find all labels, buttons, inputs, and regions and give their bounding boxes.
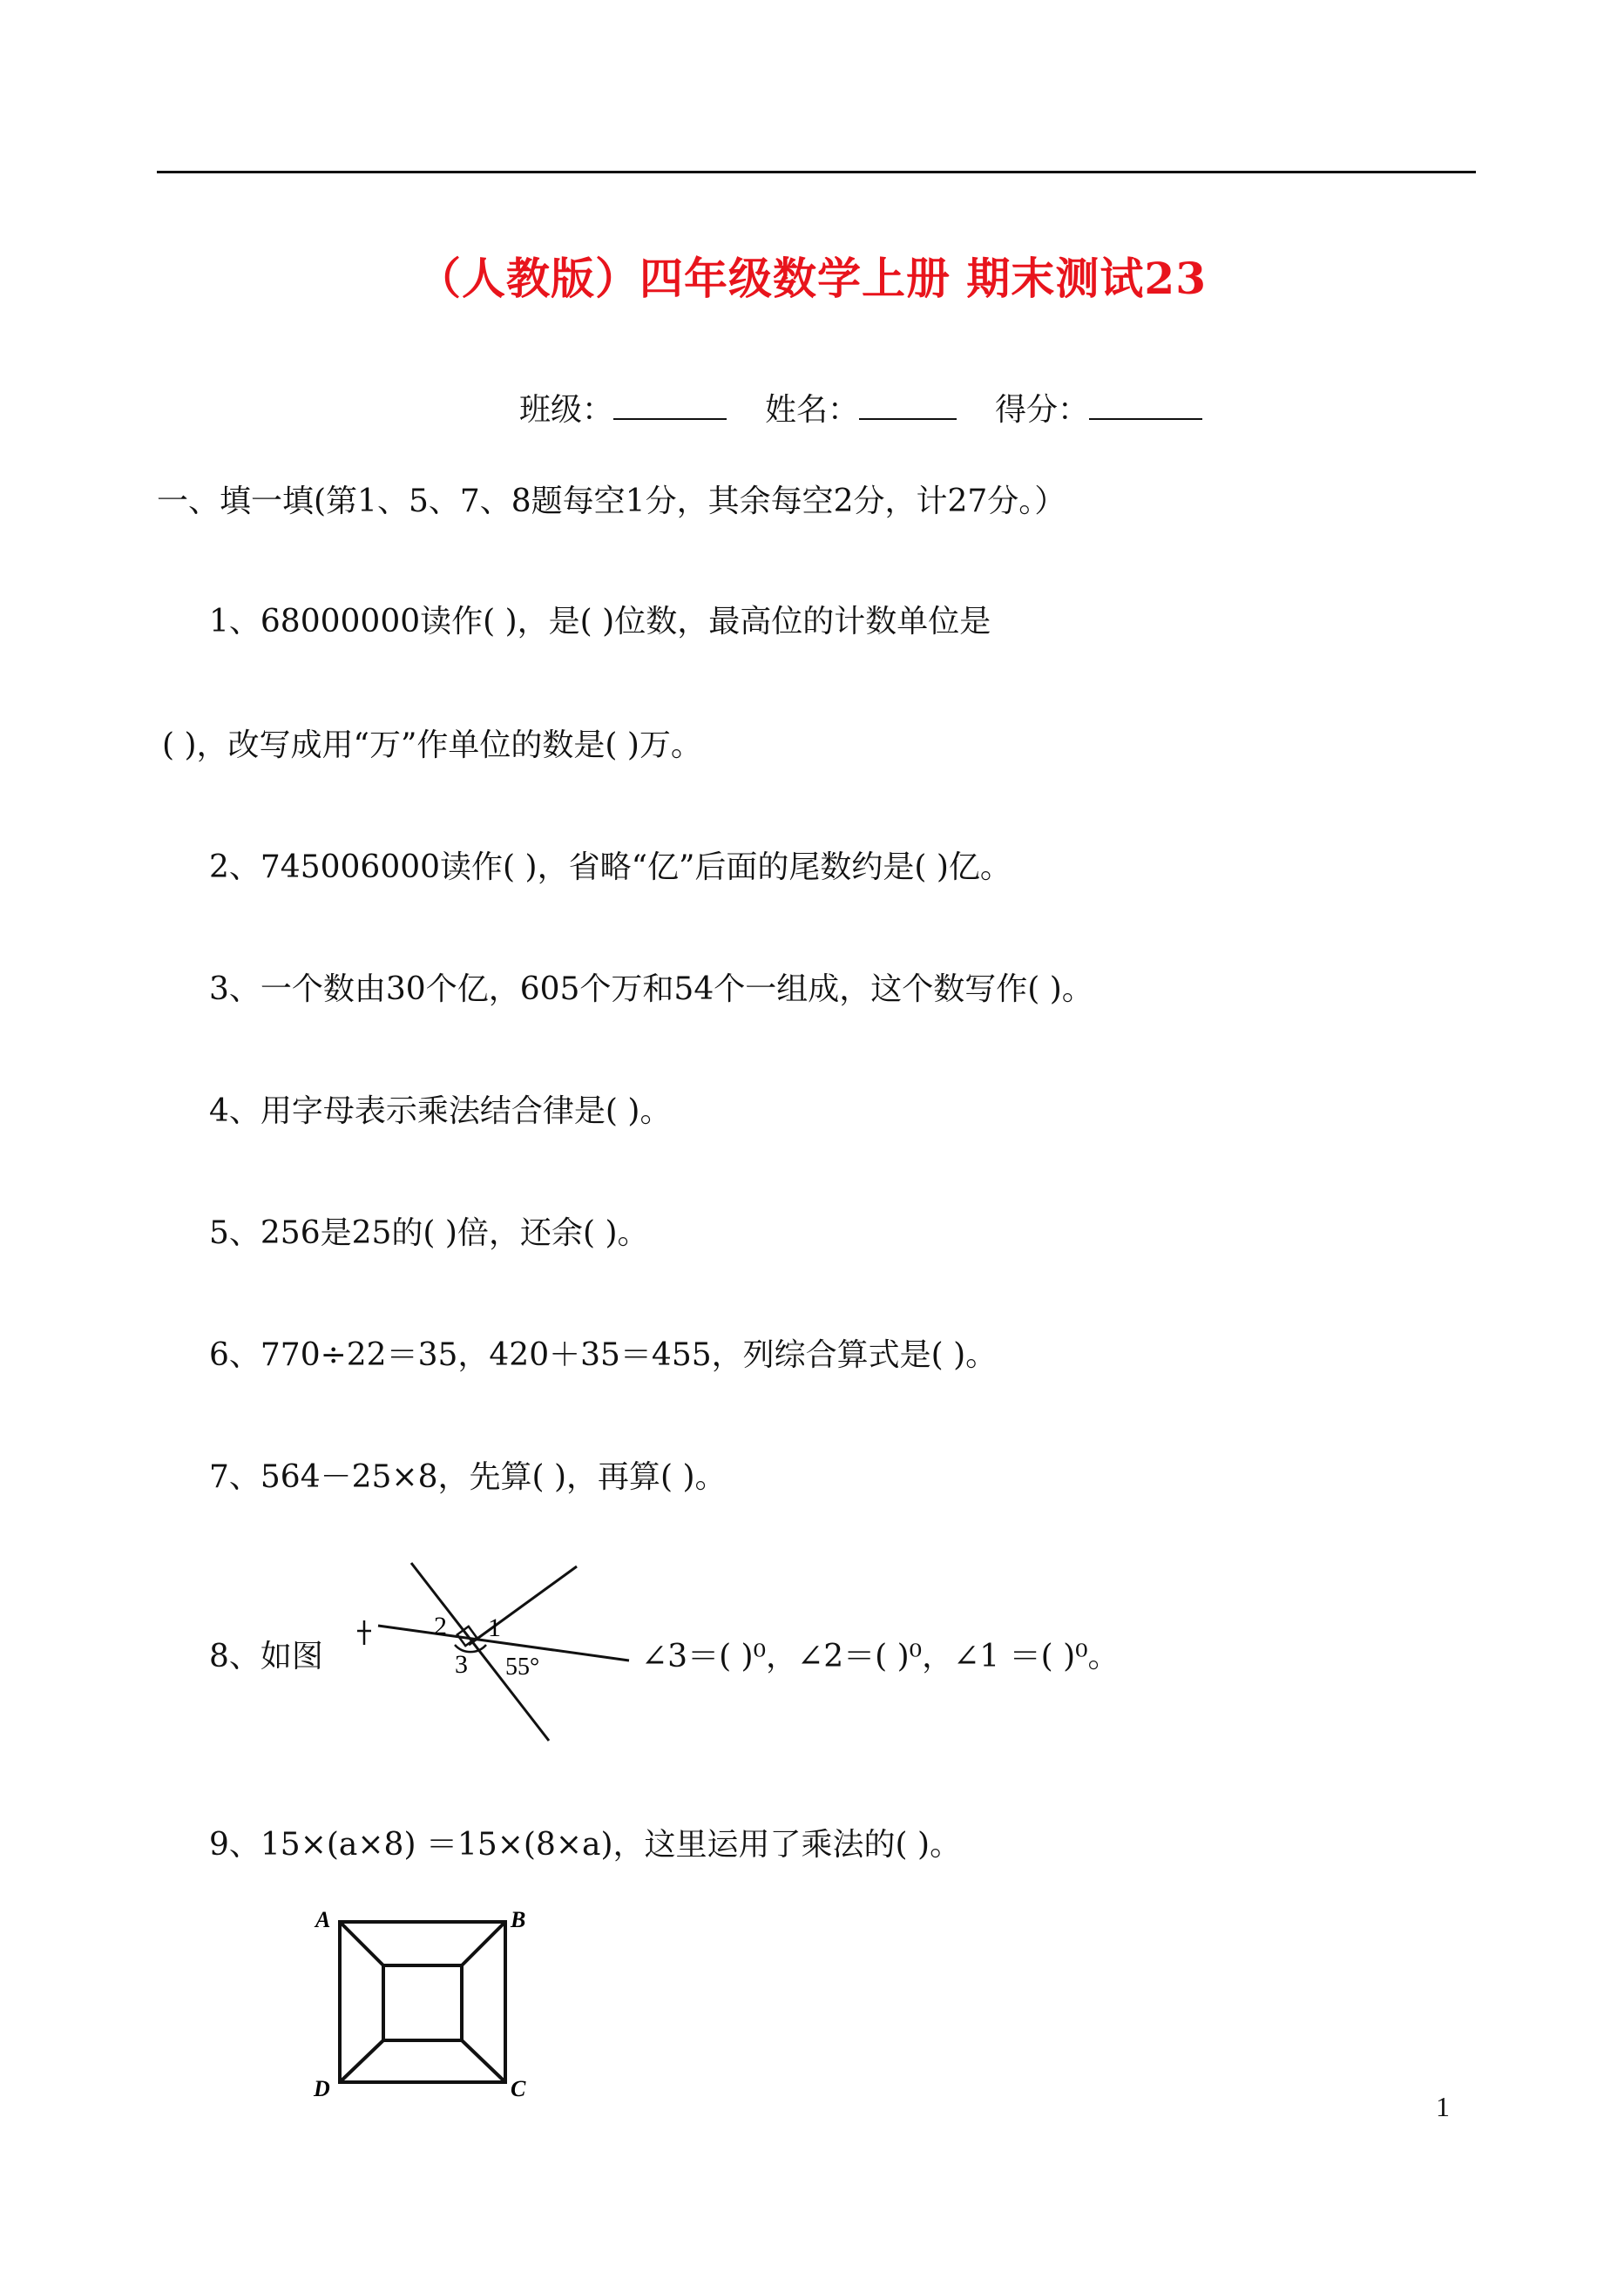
angle-label-55: 55°: [505, 1654, 540, 1681]
edge-d: [340, 2040, 383, 2082]
line-steep: [411, 1563, 549, 1741]
name-label: 姓名：: [765, 392, 860, 428]
section-heading: 一、填一填(第1、5、7、8题每空1分，其余每空2分，计27分。）: [157, 484, 1066, 519]
page-title: （人教版）四年级数学上册 期末测试23: [417, 253, 1207, 304]
class-blank[interactable]: [613, 389, 727, 420]
question-5: 5、256是25的( )倍，还余( )。: [209, 1215, 649, 1251]
edge-b: [462, 1922, 505, 1965]
score-field: [995, 389, 1202, 430]
angle-label-1: 1: [488, 1613, 501, 1642]
edge-a: [340, 1922, 383, 1965]
vertex-label-d: D: [314, 2076, 330, 2101]
square-figure: [310, 1903, 537, 2103]
question-7: 7、564－25×8，先算( )，再算( )。: [209, 1459, 727, 1495]
question-3: 3、一个数由30个亿，605个万和54个一组成，这个数写作( )。: [209, 971, 1093, 1007]
line-flat: [378, 1626, 629, 1661]
question-1-line2: ( )，改写成用“万”作单位的数是( )万。: [162, 727, 702, 763]
score-blank[interactable]: [1089, 389, 1202, 420]
class-field: [519, 389, 727, 430]
question-1-line1: 1、68000000读作( )，是( )位数，最高位的计数单位是: [209, 604, 991, 639]
header-rule: [157, 171, 1476, 173]
question-4: 4、用字母表示乘法结合律是( )。: [209, 1093, 672, 1129]
score-label: 得分：: [995, 392, 1090, 428]
name-blank[interactable]: [859, 389, 957, 420]
question-8-answers: ∠3＝( )⁰，∠2＝( )⁰，∠1 ＝( )⁰。: [641, 1639, 1120, 1674]
angle-label-2: 2: [434, 1612, 447, 1640]
question-2: 2、745006000读作( )，省略“亿”后面的尾数约是( )亿。: [209, 849, 1012, 885]
page-number: 1: [1436, 2091, 1450, 2122]
line-ray: [469, 1566, 577, 1645]
question-6: 6、770÷22＝35，420＋35＝455，列综合算式是( )。: [209, 1337, 998, 1373]
class-label: 班级：: [519, 392, 614, 428]
vertex-label-a: A: [315, 1907, 331, 1932]
vertex-label-c: C: [511, 2076, 526, 2101]
edge-c: [462, 2040, 505, 2082]
question-8-prefix: 8、如图: [209, 1639, 323, 1674]
question-9: 9、15×(a×8) ＝15×(8×a)，这里运用了乘法的( )。: [209, 1827, 962, 1863]
vertex-label-b: B: [511, 1907, 526, 1932]
name-field: [765, 389, 957, 430]
angle-label-3: 3: [455, 1650, 468, 1679]
angle-figure: [357, 1551, 636, 1760]
inner-square: [383, 1965, 462, 2040]
